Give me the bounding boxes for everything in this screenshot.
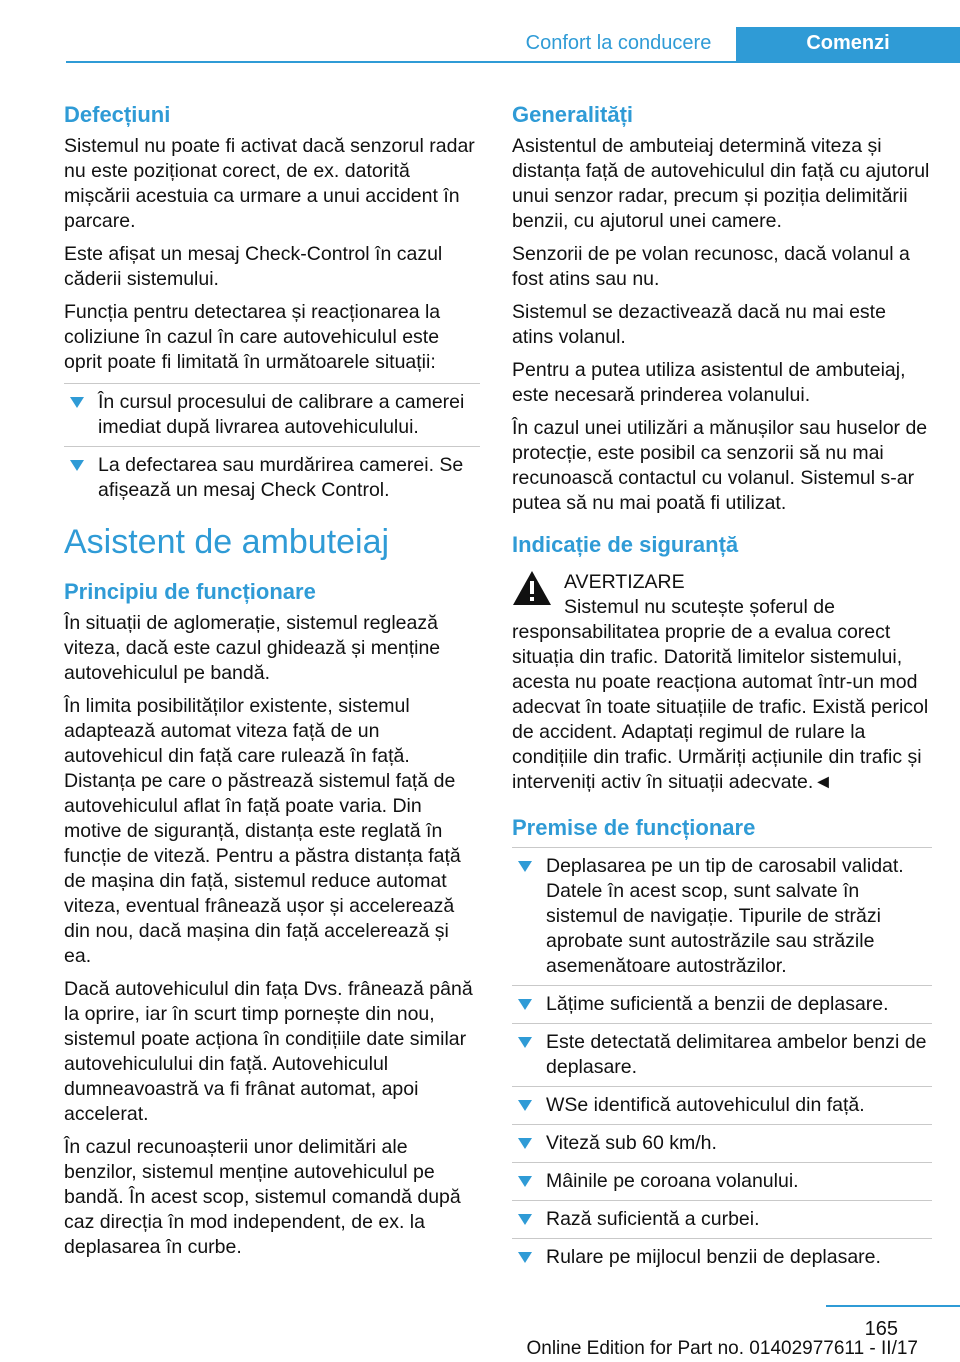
triangle-bullet-icon	[518, 1138, 532, 1149]
heading-premise: Premise de funcționare	[512, 815, 756, 840]
paragraph: Sistemul se dezactivează dacă nu mai este atins volanul.	[512, 301, 886, 348]
triangle-bullet-icon	[518, 1214, 532, 1225]
paragraph: Este afișat un mesaj Check-Control în cazul căderii sistemului.	[64, 243, 443, 290]
list-item: Rază suficientă a curbei.	[512, 1200, 932, 1238]
paragraph: Funcția pentru detectarea și reacționarea la coliziune în cazul în care autovehiculul este oprit poate fi limitată în următoarele situații:	[64, 301, 441, 373]
list-item: La defectarea sau murdărirea camerei. Se afișează un mesaj Check Control.	[64, 446, 480, 509]
paragraph: Dacă autovehiculul din fața Dvs. frânează până la oprire, iar în scurt timp pornește din nou, sistemul poate acționa în condițiile date similar autovehiculului din față. Autovehiculul dumneavoastră va fi frânat automat, apoi accelerat.	[64, 978, 473, 1125]
list-item: Viteză sub 60 km/h.	[512, 1124, 932, 1162]
list-item: Lățime suficientă a benzii de deplasare.	[512, 985, 932, 1023]
paragraph: În situații de aglomerație, sistemul reglează viteza, dacă este cazul ghidează și menține autovehiculul pe bandă.	[64, 612, 441, 684]
heading-asistent-ambuteiaj: Asistent de ambuteiaj	[64, 523, 390, 561]
left-column	[64, 100, 480, 1268]
chapter-tab: Comenzi	[736, 27, 960, 62]
list-item: Mâinile pe coroana volanului.	[512, 1162, 932, 1200]
warning-triangle-icon	[512, 570, 552, 606]
triangle-bullet-icon	[518, 999, 532, 1010]
triangle-bullet-icon	[518, 1176, 532, 1187]
paragraph: Sistemul nu poate fi activat dacă senzorul radar nu este poziționat corect, de ex. datorită mișcării acestuia ca urmare a unui accident în parcare.	[64, 135, 475, 232]
list-item: WSe identifică autovehiculul din față.	[512, 1086, 932, 1124]
page-number: 165	[864, 1318, 898, 1340]
header-rule	[66, 61, 960, 63]
triangle-bullet-icon	[518, 1100, 532, 1111]
triangle-bullet-icon	[70, 460, 84, 471]
triangle-bullet-icon	[518, 861, 532, 872]
section-tab: Confort la conducere	[525, 32, 712, 54]
triangle-bullet-icon	[518, 1037, 532, 1048]
heading-indicatie-siguranta: Indicație de siguranță	[512, 532, 739, 557]
heading-principiu: Principiu de funcționare	[64, 579, 316, 604]
warning-block	[512, 570, 932, 795]
paragraph: Asistentul de ambuteiaj determină viteza și distanța față de autovehiculul din față cu ajutorul unui senzor radar, precum și poziția delimitării benzii, cu ajutorul unei camere.	[512, 135, 930, 232]
paragraph: Pentru a putea utiliza asistentul de ambuteiaj, este necesară prinderea volanului.	[512, 359, 906, 406]
right-column	[512, 100, 932, 1276]
page-header	[0, 0, 960, 62]
bullet-list	[512, 847, 932, 1276]
list-item: Deplasarea pe un tip de carosabil validat. Datele în acest scop, sunt salvate în sistemul de navigație. Tipurile de străzi aprobate sunt autostrăzile sau străzile asemenătoare autostrăzilor.	[512, 847, 932, 985]
paragraph: În limita posibilităților existente, sistemul adaptează automat viteza față de un autovehicul din față care rulează în față. Distanța pe care o păstrează sistemul față de autovehiculul aflat în față poate varia. Din motive de siguranță, distanța este reglată în funcție de viteză. Pentru a păstra distanța față de mașina din față, sistemul reduce automat viteza, eventual frânează ușor și accelerează din nou, dacă mașina din față accelerează și ea.	[64, 695, 461, 967]
list-item: Este detectată delimitarea ambelor benzi de deplasare.	[512, 1023, 932, 1086]
paragraph: Senzorii de pe volan recunosc, dacă volanul a fost atins sau nu.	[512, 243, 910, 290]
triangle-bullet-icon	[518, 1252, 532, 1263]
heading-defectiuni: Defecțiuni	[64, 102, 171, 127]
paragraph: În cazul recunoașterii unor delimitări ale benzilor, sistemul menține autovehiculul pe bandă. În acest scop, sistemul comandă după caz direcția în mod independent, de ex. la deplasarea în curbe.	[64, 1136, 461, 1258]
heading-generalitati: Generalități	[512, 102, 634, 127]
warning-text: Sistemul nu scutește șoferul de responsabilitatea proprie de a evalua corect situația din trafic. Datorită limitelor sistemului, acesta nu poate reacționa automat într-un mod adecvat în toate situațiile de trafic. Există pericol de accident. Adaptați regimul de rulare la condițiile din trafic. Urmăriți acțiunile din trafic și interveniți activ în situații adecvate.◄	[512, 596, 929, 793]
triangle-bullet-icon	[70, 397, 84, 408]
edition-footer: Online Edition for Part no. 01402977611 - II/17	[526, 1338, 918, 1359]
warning-label: AVERTIZARE	[564, 571, 685, 593]
list-item: În cursul procesului de calibrare a camerei imediat după livrarea autovehiculului.	[64, 383, 480, 446]
footer-rule	[826, 1305, 960, 1307]
bullet-list	[64, 383, 480, 509]
paragraph: În cazul unei utilizări a mănușilor sau huselor de protecție, este posibil ca senzorii să nu mai recunoască contactul cu volanul. Sistemul s-ar putea să nu mai poată fi utilizat.	[512, 417, 928, 514]
list-item: Rulare pe mijlocul benzii de deplasare.	[512, 1238, 932, 1276]
